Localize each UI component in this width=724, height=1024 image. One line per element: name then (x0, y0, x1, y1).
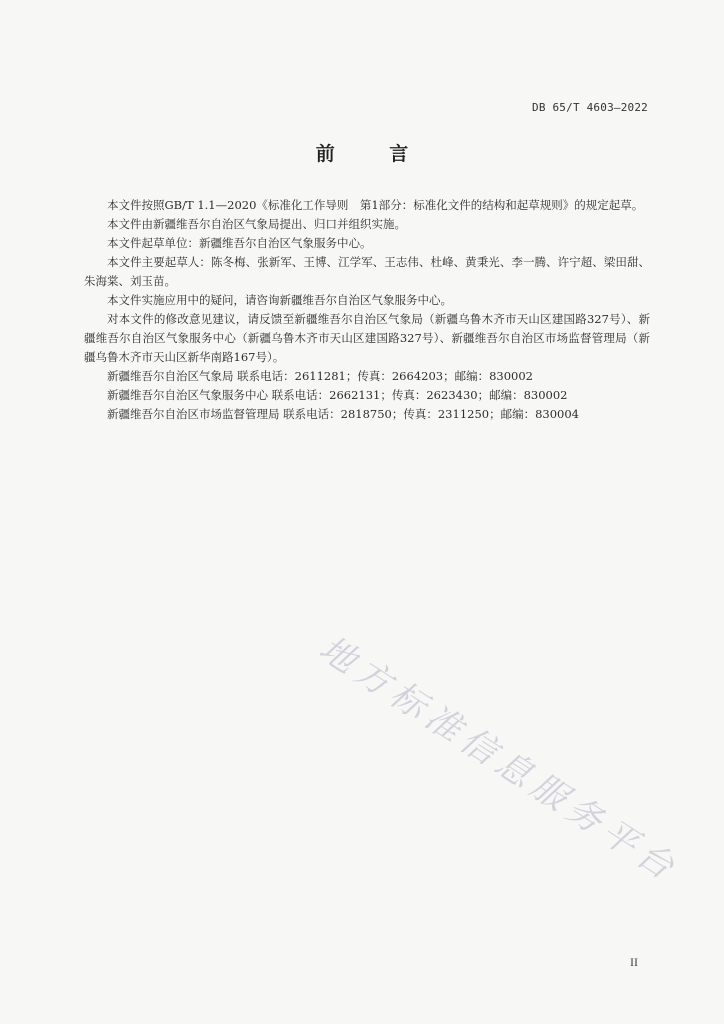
document-code: DB 65/T 4603—2022 (532, 101, 648, 114)
paragraph-proposer: 本文件由新疆维吾尔自治区气象局提出、归口并组织实施。 (107, 217, 406, 231)
paragraph-inquiries: 本文件实施应用中的疑问，请咨询新疆维吾尔自治区气象服务中心。 (107, 293, 452, 307)
page-title: 前 言 (315, 143, 433, 165)
paragraph-drafting-unit: 本文件起草单位：新疆维吾尔自治区气象服务中心。 (107, 236, 372, 250)
paragraph-feedback: 对本文件的修改意见建议，请反馈至新疆维吾尔自治区气象局（新疆乌鲁木齐市天山区建国路327号）、新疆维吾尔自治区气象服务中心（新疆乌鲁木齐市天山区建国路327号）、新疆维吾尔自治区市场监督管理局（新疆乌鲁木齐市天山区新华南路167号）。 (84, 312, 650, 364)
paragraph-drafters: 本文件主要起草人：陈冬梅、张新军、王博、江学军、王志伟、杜峰、黄秉光、李一腾、许宁超、梁田甜、朱海棠、刘玉苗。 (84, 255, 650, 288)
contact-line: 新疆维吾尔自治区市场监督管理局 联系电话：2818750；传真：2311250；邮编：830004 (107, 407, 579, 421)
paragraph-drafting-rules: 本文件按照GB/T 1.1—2020《标准化工作导则 第1部分：标准化文件的结构和起草规则》的规定起草。 (107, 198, 644, 212)
watermark: 地方标准信息服务平台 (311, 628, 686, 892)
contact-line: 新疆维吾尔自治区气象局 联系电话：2611281；传真：2664203；邮编：830002 (107, 369, 533, 383)
page-number: II (630, 955, 638, 969)
foreword-body (84, 196, 650, 424)
contact-line: 新疆维吾尔自治区气象服务中心 联系电话：2662131；传真：2623430；邮编：830002 (107, 388, 568, 402)
